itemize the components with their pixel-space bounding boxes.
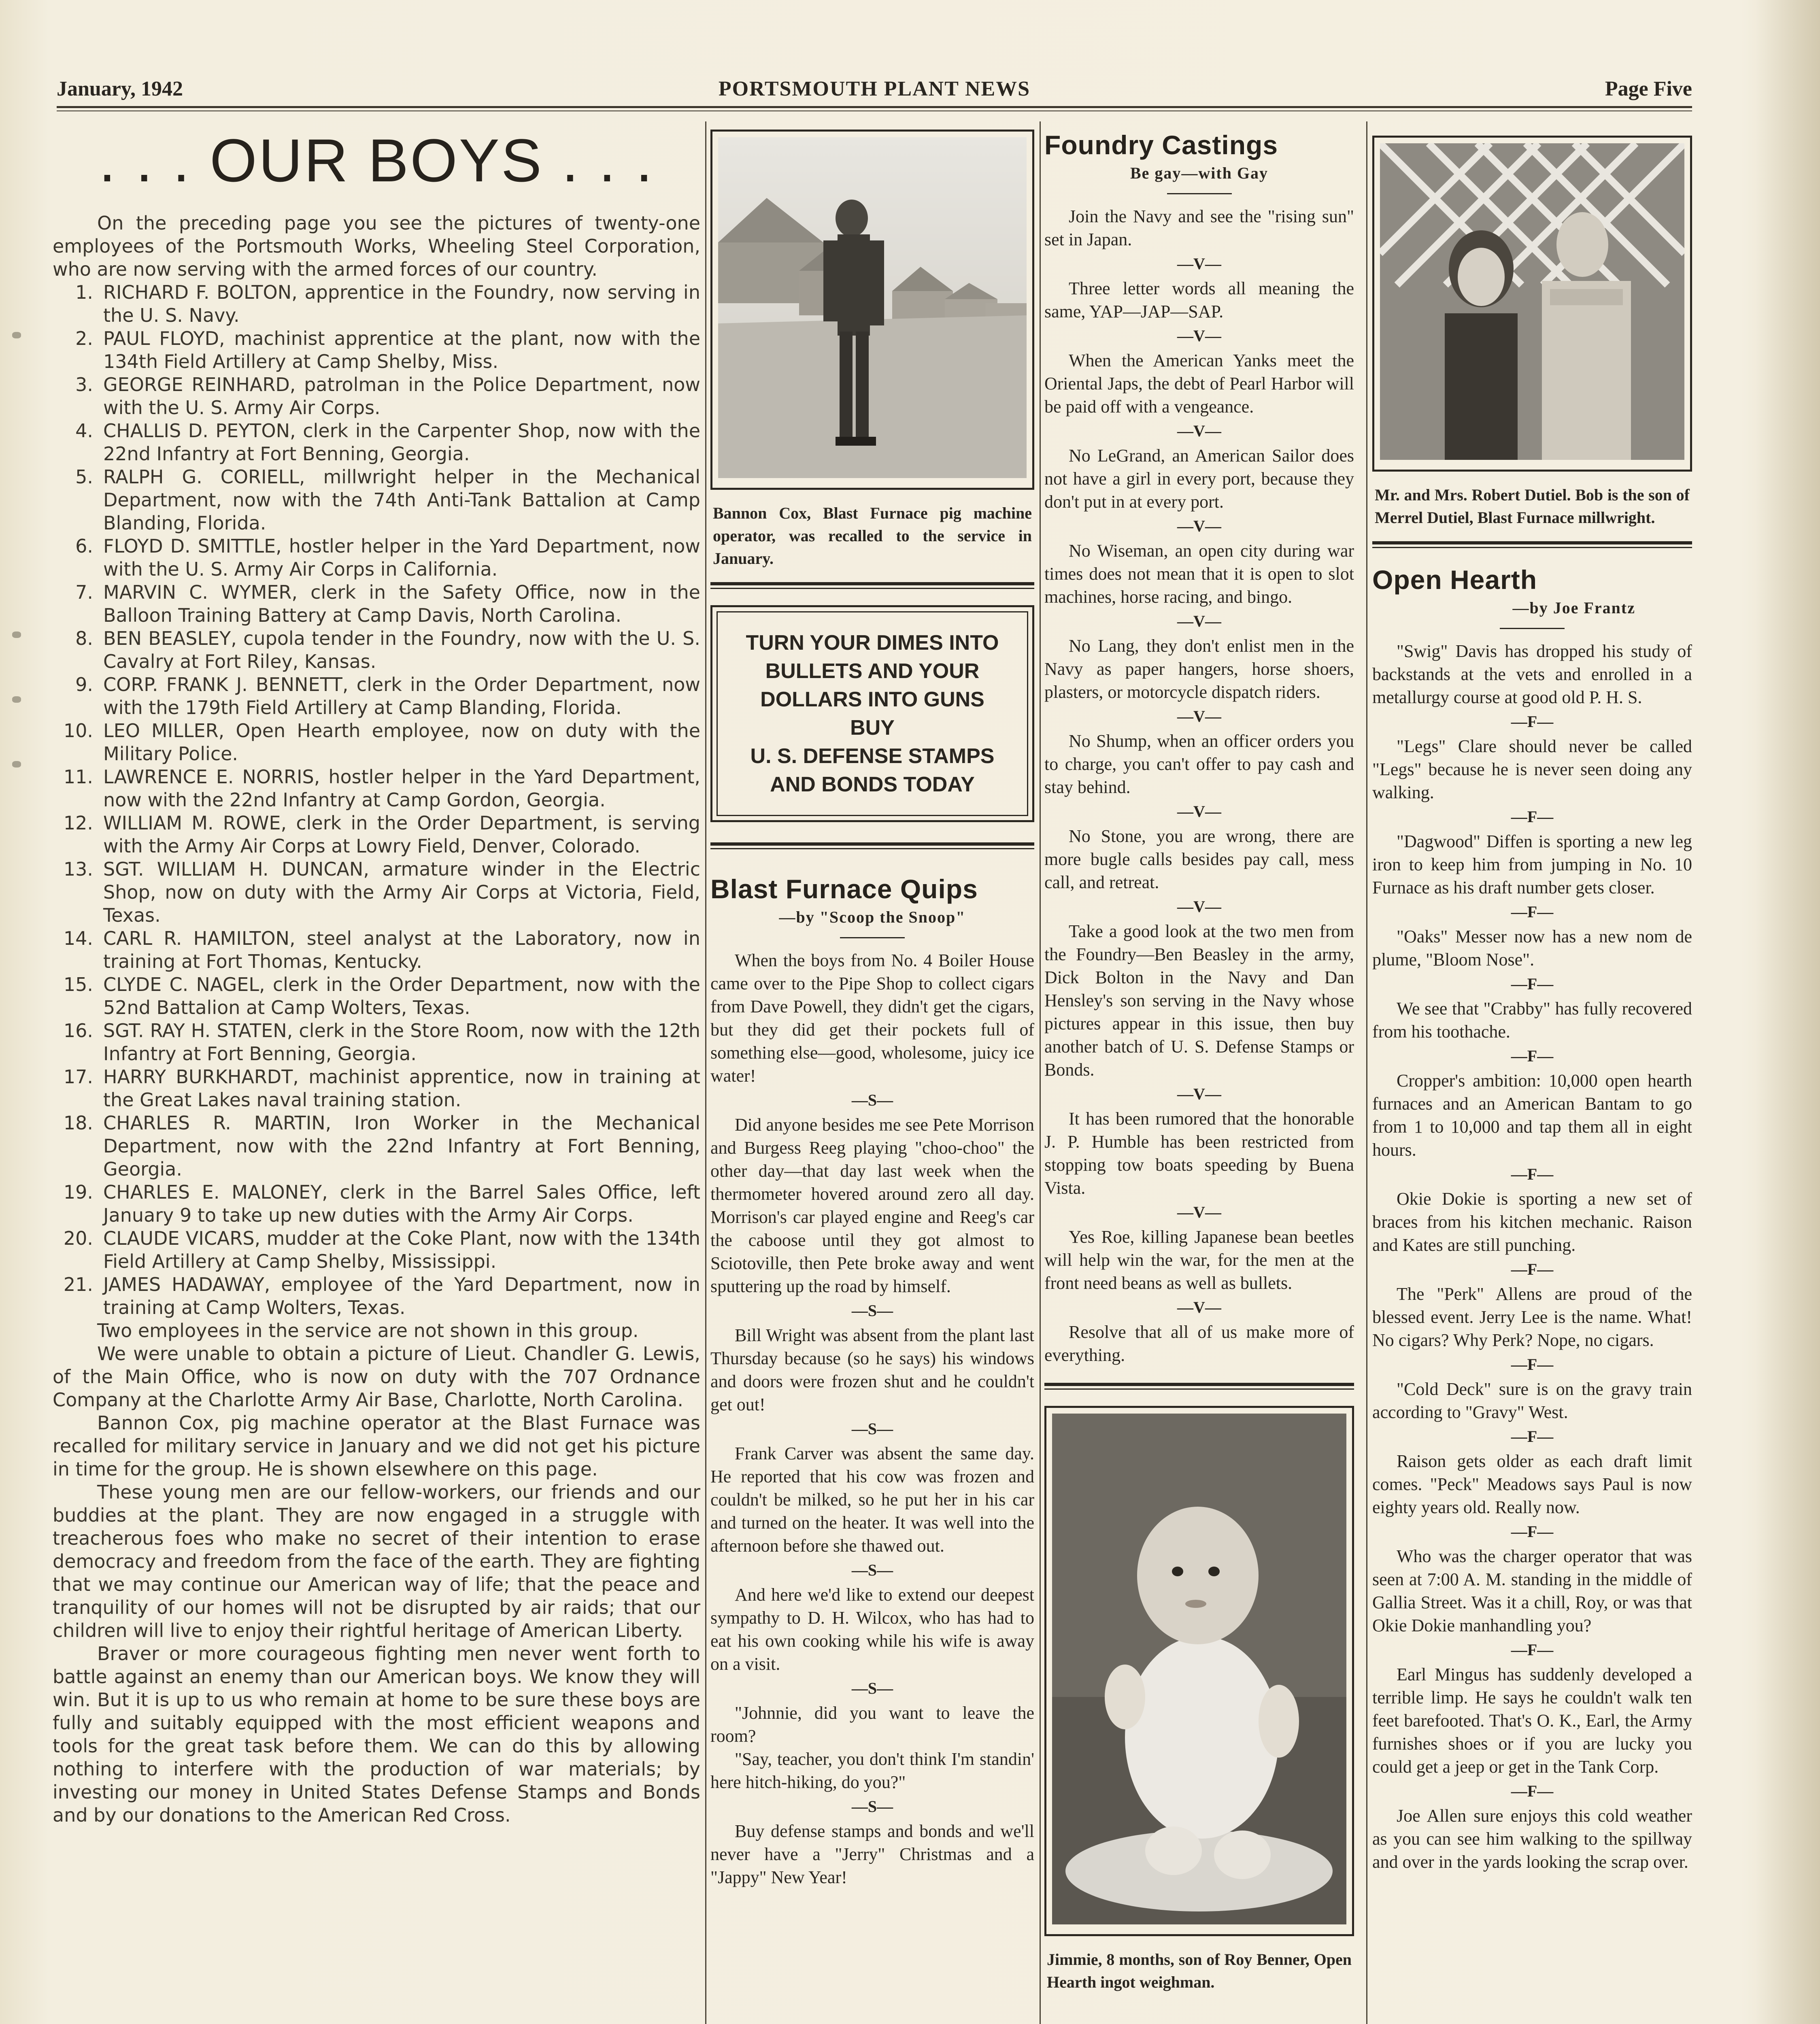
column-rule: [1040, 121, 1041, 2024]
serviceman-entry: [53, 1112, 700, 1181]
our-boys-intro: On the preceding page you see the pictures of twenty-one employees of the Portsmouth Works, Wheeling Steel Corporation, who are now serving with the armed forces of our country.: [53, 212, 700, 280]
soldier-photo: [710, 130, 1034, 490]
item-separator: —F—: [1511, 1047, 1554, 1065]
column-item: When the boys from No. 4 Boiler House came over to the Pipe Shop to collect cigars from Dave Powell, they didn't get the cigars, but they did get their pockets full of something else—good, wholesome, juicy ice water!: [710, 950, 1034, 1086]
item-separator: —F—: [1511, 1260, 1554, 1278]
entry-text: HARRY BURKHARDT, machinist apprentice, now in training at the Great Lakes naval training station.: [103, 1066, 700, 1111]
page-edge-shadow: [1755, 0, 1820, 2024]
entry-number: 19.: [63, 1181, 93, 1203]
serviceman-entry: [53, 581, 700, 627]
serviceman-entry: [53, 1065, 700, 1112]
serviceman-entry: [53, 1273, 700, 1319]
entry-number: 3.: [75, 374, 93, 395]
byline-rule: [1500, 628, 1565, 629]
column-item: Earl Mingus has suddenly developed a terrible limp. He says he couldn't walk ten feet barefooted. That's O. K., Earl, the Army furnishes shoes or if you are lucky you could get a jeep or get in the Tank Corp.: [1372, 1665, 1692, 1777]
entry-number: 2.: [75, 327, 93, 349]
item-separator: —F—: [1511, 1641, 1554, 1659]
entry-number: 10.: [63, 720, 93, 742]
column-item: Okie Dokie is sporting a new set of braces from his kitchen mechanic. Raison and Kates are still punching.: [1372, 1189, 1692, 1255]
entry-number: 1.: [75, 281, 93, 303]
entry-text: PAUL FLOYD, machinist apprentice at the plant, now with the 134th Field Artillery at Camp Shelby, Miss.: [103, 327, 700, 372]
column-item: The "Perk" Allens are proud of the blessed event. Jerry Lee is the name. What! No cigars? Why Perk? Nope, no cigars.: [1372, 1284, 1692, 1350]
item-separator: —V—: [1177, 255, 1221, 273]
foundry-byline: Be gay—with Gay: [1130, 164, 1269, 182]
column-item: Take a good look at the two men from the Foundry—Ben Beasley in the army, Dick Bolton in the Navy and Dan Hensley's son serving in the Navy whose pictures appear in this issue, then buy another batch of U. S. Defense Stamps or Bonds.: [1044, 921, 1354, 1080]
item-separator: —F—: [1511, 903, 1554, 921]
entry-number: 18.: [63, 1112, 93, 1134]
item-separator: —S—: [851, 1301, 893, 1320]
our-boys-article: [53, 117, 700, 1827]
column-item: When the American Yanks meet the Oriental Japs, the debt of Pearl Harbor will be paid off with a vengeance.: [1044, 351, 1354, 417]
entry-number: 6.: [75, 535, 93, 557]
section-rule: [1372, 547, 1692, 548]
page-mark: [12, 696, 21, 703]
column-item: "Oaks" Messer now has a new nom de plume, "Bloom Nose".: [1372, 927, 1692, 969]
quips-byline: —by "Scoop the Snoop": [779, 908, 966, 926]
column-item: No Lang, they don't enlist men in the Navy as paper hangers, horse shoers, plasters, or motorcycle dispatch riders.: [1044, 636, 1354, 702]
item-separator: —V—: [1177, 707, 1221, 725]
ad-line: U. S. DEFENSE STAMPS: [750, 744, 995, 768]
item-separator: —V—: [1177, 1085, 1221, 1103]
baby-photo: [1044, 1406, 1354, 1936]
item-separator: —V—: [1177, 1203, 1221, 1221]
section-rule: [1044, 1388, 1354, 1390]
entry-number: 16.: [63, 1020, 93, 1042]
serviceman-entry: [53, 327, 700, 373]
defense-bonds-ad: [710, 605, 1034, 822]
serviceman-entry: [53, 419, 700, 466]
column-item: Buy defense stamps and bonds and we'll never have a "Jerry" Christmas and a "Jappy" New Year!: [710, 1821, 1034, 1887]
ad-line: DOLLARS INTO GUNS: [760, 688, 984, 711]
page-mark: [12, 631, 21, 638]
baby-photo-caption: Jimmie, 8 months, son of Roy Benner, Open Hearth ingot weighman.: [1047, 1950, 1352, 1991]
column-rule: [705, 121, 706, 2024]
entry-number: 14.: [63, 927, 93, 949]
entry-number: 9.: [75, 674, 93, 695]
header-rule: [57, 106, 1692, 108]
entry-text: CLYDE C. NAGEL, clerk in the Order Department, now with the 52nd Battalion at Camp Wolters, Texas.: [103, 974, 700, 1018]
entry-text: SGT. RAY H. STATEN, clerk in the Store Room, now with the 12th Infantry at Fort Benning, Georgia.: [103, 1020, 700, 1065]
blast-furnace-quips: [710, 874, 1034, 1889]
serviceman-entry: [53, 535, 700, 581]
item-separator: —F—: [1511, 1165, 1554, 1183]
serviceman-entry: [53, 812, 700, 858]
byline-rule: [1167, 193, 1232, 194]
item-separator: —F—: [1511, 808, 1554, 826]
serviceman-entry: [53, 765, 700, 812]
entry-text: CLAUDE VICARS, mudder at the Coke Plant, now with the 134th Field Artillery at Camp Shelby, Mississippi.: [103, 1227, 700, 1272]
entry-text: FLOYD D. SMITTLE, hostler helper in the Yard Department, now with the U. S. Army Air Corps in California.: [103, 535, 700, 580]
column-item: "Say, teacher, you don't think I'm standin' here hitch-hiking, do you?": [710, 1749, 1034, 1792]
item-separator: —V—: [1177, 517, 1221, 535]
item-separator: —F—: [1511, 1522, 1554, 1541]
column-item: And here we'd like to extend our deepest sympathy to D. H. Wilcox, who has had to eat his own cooking while his wife is away on a visit.: [710, 1585, 1034, 1674]
article-paragraph: These young men are our fellow-workers, our friends and our buddies at the plant. They are now engaged in a struggle with treacherous foes who make no secret of their intention to erase democracy and freedom from the face of the earth. They are fighting that we may continue our American way of life; that the peace and tranquility of our homes will not be disrupted by air raids; that our children will live to enjoy their rightful heritage of American Liberty.: [53, 1481, 700, 1641]
entry-text: RALPH G. CORIELL, millwright helper in the Mechanical Department, now with the 74th Anti-Tank Battalion at Camp Blanding, Florida.: [103, 466, 700, 534]
entry-text: LEO MILLER, Open Hearth employee, now on duty with the Military Police.: [103, 720, 700, 765]
entry-text: CHARLES R. MARTIN, Iron Worker in the Mechanical Department, now with the 22nd Infantry at Fort Benning, Georgia.: [103, 1112, 700, 1180]
column-item: Raison gets older as each draft limit comes. "Peck" Meadows says Paul is now eighty years old. Really now.: [1372, 1451, 1692, 1517]
column-foundry: [1044, 130, 1354, 1994]
entry-text: BEN BEASLEY, cupola tender in the Foundry, now with the U. S. Cavalry at Fort Riley, Kansas.: [103, 627, 700, 672]
ad-line: AND BONDS TODAY: [770, 773, 975, 796]
column-item: Bill Wright was absent from the plant last Thursday because (so he says) his windows and doors were frozen shut and he couldn't get out!: [710, 1325, 1034, 1414]
item-separator: —V—: [1177, 1298, 1221, 1316]
foundry-body: [1044, 205, 1354, 1367]
entry-number: 17.: [63, 1066, 93, 1088]
item-separator: —S—: [851, 1420, 893, 1438]
quips-title: Blast Furnace Quips: [710, 874, 978, 904]
serviceman-entry: [53, 927, 700, 973]
foundry-title: Foundry Castings: [1044, 130, 1278, 160]
item-separator: —F—: [1511, 1427, 1554, 1446]
entry-number: 5.: [75, 466, 93, 488]
entry-number: 8.: [75, 627, 93, 649]
column-item: Join the Navy and see the "rising sun" set in Japan.: [1044, 206, 1354, 249]
item-separator: —V—: [1177, 612, 1221, 630]
column-item: No Shump, when an officer orders you to charge, you can't offer to pay cash and stay behind.: [1044, 731, 1354, 797]
column-item: Who was the charger operator that was seen at 7:00 A. M. standing in the middle of Gallia Street. Was it a chill, Roy, or was that Okie Dokie manhandling you?: [1372, 1546, 1692, 1635]
section-rule: [710, 582, 1034, 585]
entry-text: SGT. WILLIAM H. DUNCAN, armature winder in the Electric Shop, now on duty with the Army Air Corps at Victoria, Field, Texas.: [103, 858, 700, 926]
serviceman-entry: [53, 858, 700, 927]
open-hearth-body: [1372, 640, 1692, 1873]
couple-photo: [1372, 136, 1692, 472]
entry-number: 15.: [63, 974, 93, 995]
section-rule: [1372, 541, 1692, 544]
column-item: Frank Carver was absent the same day. He reported that his cow was frozen and couldn't be milked, so he put her in his car and turned on the heater. It was well into the afternoon before she thawed out.: [710, 1444, 1034, 1556]
entry-number: 7.: [75, 581, 93, 603]
entry-number: 21.: [63, 1274, 93, 1295]
serviceman-entry: [53, 373, 700, 419]
column-item: No Stone, you are wrong, there are more bugle calls besides pay call, mess call, and retreat.: [1044, 826, 1354, 892]
ad-line: TURN YOUR DIMES INTO: [746, 631, 999, 655]
serviceman-entry: [53, 719, 700, 765]
entry-number: 20.: [63, 1227, 93, 1249]
serviceman-entry: [53, 673, 700, 719]
item-separator: —F—: [1511, 1782, 1554, 1800]
column-item: Did anyone besides me see Pete Morrison and Burgess Reeg playing "choo-choo" the other day—that day last week when the thermometer hovered around zero all day. Morrison's car played engine and Reeg's car the caboose until they got almost to Sciotoville, then Pete broke away and went sputtering up the road by himself.: [710, 1115, 1034, 1296]
article-paragraph: Two employees in the service are not shown in this group.: [97, 1320, 639, 1342]
couple-photo-image: [1380, 143, 1684, 460]
item-separator: —S—: [851, 1679, 893, 1697]
baby-photo-image: [1052, 1414, 1346, 1924]
page-mark: [12, 332, 21, 338]
page-mark: [12, 761, 21, 768]
entry-number: 12.: [63, 812, 93, 834]
column-item: No Wiseman, an open city during war times does not mean that it is open to slot machines, horse racing, and bingo.: [1044, 541, 1354, 607]
quips-body: [710, 949, 1034, 1889]
page-header: [57, 77, 1692, 109]
ad-line: BUY: [850, 716, 895, 740]
entry-text: MARVIN C. WYMER, clerk in the Safety Office, now in the Balloon Training Battery at Camp Davis, North Carolina.: [103, 581, 700, 626]
section-rule: [710, 842, 1034, 846]
entry-number: 11.: [63, 766, 93, 788]
entry-text: GEORGE REINHARD, patrolman in the Police Department, now with the U. S. Army Air Corps.: [103, 374, 700, 419]
column-open-hearth: [1372, 136, 1692, 1873]
byline-rule: [840, 937, 905, 938]
couple-photo-caption: Mr. and Mrs. Robert Dutiel. Bob is the son of Merrel Dutiel, Blast Furnace millwright.: [1375, 486, 1690, 527]
serviceman-entry: [53, 627, 700, 673]
column-item: "Swig" Davis has dropped his study of backstands at the vets and enrolled in a metallurgy course at good old P. H. S.: [1372, 641, 1692, 707]
defense-bonds-ad-text: [717, 611, 1028, 816]
column-item: Three letter words all meaning the same, YAP—JAP—SAP.: [1044, 279, 1354, 321]
newspaper-title: PORTSMOUTH PLANT NEWS: [718, 77, 1031, 100]
section-rule: [710, 848, 1034, 849]
entry-text: CORP. FRANK J. BENNETT, clerk in the Order Department, now with the 179th Field Artillery at Camp Blanding, Florida.: [103, 674, 700, 719]
column-item: No LeGrand, an American Sailor does not have a girl in every port, because they don't put in at every port.: [1044, 446, 1354, 512]
open-hearth-byline: —by Joe Frantz: [1512, 599, 1635, 617]
our-boys-title: . . . OUR BOYS . . .: [99, 126, 654, 194]
open-hearth-title: Open Hearth: [1372, 565, 1537, 595]
column-item: "Legs" Clare should never be called "Legs" because he is never seen doing any walking.: [1372, 736, 1692, 802]
column-item: "Johnnie, did you want to leave the room?: [710, 1703, 1034, 1746]
page-number: Page Five: [1605, 77, 1692, 100]
item-separator: —V—: [1177, 422, 1221, 440]
item-separator: —V—: [1177, 802, 1221, 821]
item-separator: —S—: [851, 1797, 893, 1816]
section-rule: [710, 588, 1034, 589]
column-item: "Dagwood" Diffen is sporting a new leg iron to keep him from jumping in No. 10 Furnace as his draft number gets closer.: [1372, 831, 1692, 897]
soldier-photo-image: [718, 137, 1027, 478]
column-item: We see that "Crabby" has fully recovered from his toothache.: [1372, 999, 1692, 1042]
serviceman-entry: [53, 1227, 700, 1273]
entry-text: JAMES HADAWAY, employee of the Yard Department, now in training at Camp Wolters, Texas.: [103, 1274, 700, 1318]
column-item: Resolve that all of us make more of everything.: [1044, 1322, 1354, 1365]
entry-text: LAWRENCE E. NORRIS, hostler helper in the Yard Department, now with the 22nd Infantry at Camp Gordon, Georgia.: [103, 766, 700, 811]
entry-text: RICHARD F. BOLTON, apprentice in the Foundry, now serving in the U. S. Navy.: [103, 281, 700, 326]
entry-text: WILLIAM M. ROWE, clerk in the Order Department, is serving with the Army Air Corps at Lowry Field, Denver, Colorado.: [103, 812, 700, 857]
item-separator: —V—: [1177, 327, 1221, 345]
column-rule: [1366, 121, 1367, 2024]
entry-text: CHARLES E. MALONEY, clerk in the Barrel Sales Office, left January 9 to take up new duties with the Army Air Corps.: [103, 1181, 700, 1226]
item-separator: —F—: [1511, 712, 1554, 731]
soldier-photo-caption: Bannon Cox, Blast Furnace pig machine operator, was recalled to the service in January.: [713, 504, 1032, 568]
open-hearth-section: [1372, 564, 1692, 1873]
serviceman-entry: [53, 1019, 700, 1065]
entry-text: CARL R. HAMILTON, steel analyst at the Laboratory, now in training at Fort Thomas, Kentucky.: [103, 927, 700, 972]
serviceman-entry: [53, 466, 700, 535]
article-paragraph: Braver or more courageous fighting men never went forth to battle against an enemy than our American boys. We know they will win. But it is up to us who remain at home to be sure these boys are fully and suitably equipped with the most efficient weapons and tools for the great task before them. We can do this by allowing nothing to interfere with the production of war materials; by investing our money in United States Defense Stamps and Bonds and by our donations to the American Red Cross.: [53, 1643, 700, 1826]
column-blast-furnace: [710, 130, 1034, 1889]
article-paragraph: Bannon Cox, pig machine operator at the Blast Furnace was recalled for military service in January and we did not get his picture in time for the group. He is shown elsewhere on this page.: [53, 1412, 700, 1480]
item-separator: —V—: [1177, 897, 1221, 916]
section-rule: [1044, 1383, 1354, 1386]
item-separator: —F—: [1511, 1355, 1554, 1373]
column-item: Joe Allen sure enjoys this cold weather as you can see him walking to the spillway and over in the yards looking the scrap over.: [1372, 1806, 1692, 1872]
serviceman-entry: [53, 1181, 700, 1227]
column-item: "Cold Deck" sure is on the gravy train according to "Gravy" West.: [1372, 1379, 1692, 1422]
issue-date: January, 1942: [57, 77, 183, 100]
entry-number: 13.: [63, 858, 93, 880]
ad-line: BULLETS AND YOUR: [765, 659, 980, 683]
item-separator: —S—: [851, 1091, 893, 1109]
entry-text: CHALLIS D. PEYTON, clerk in the Carpenter Shop, now with the 22nd Infantry at Fort Benning, Georgia.: [103, 420, 700, 465]
item-separator: —F—: [1511, 975, 1554, 993]
column-item: It has been rumored that the honorable J. P. Humble has been restricted from stopping tow boats speeding by Buena Vista.: [1044, 1109, 1354, 1198]
servicemen-list: [53, 281, 700, 1319]
column-item: Cropper's ambition: 10,000 open hearth furnaces and an American Bantam to go from 1 to 10,000 and tap them all in eight hours.: [1372, 1071, 1692, 1160]
article-paragraph: We were unable to obtain a picture of Lieut. Chandler G. Lewis, of the Main Office, who is now on duty with the 707 Ordnance Company at the Charlotte Army Air Base, Charlotte, North Carolina.: [53, 1343, 700, 1411]
serviceman-entry: [53, 281, 700, 327]
serviceman-entry: [53, 973, 700, 1019]
item-separator: —S—: [851, 1561, 893, 1579]
column-item: Yes Roe, killing Japanese bean beetles will help win the war, for the men at the front need beans as well as bullets.: [1044, 1227, 1354, 1293]
entry-number: 4.: [75, 420, 93, 442]
